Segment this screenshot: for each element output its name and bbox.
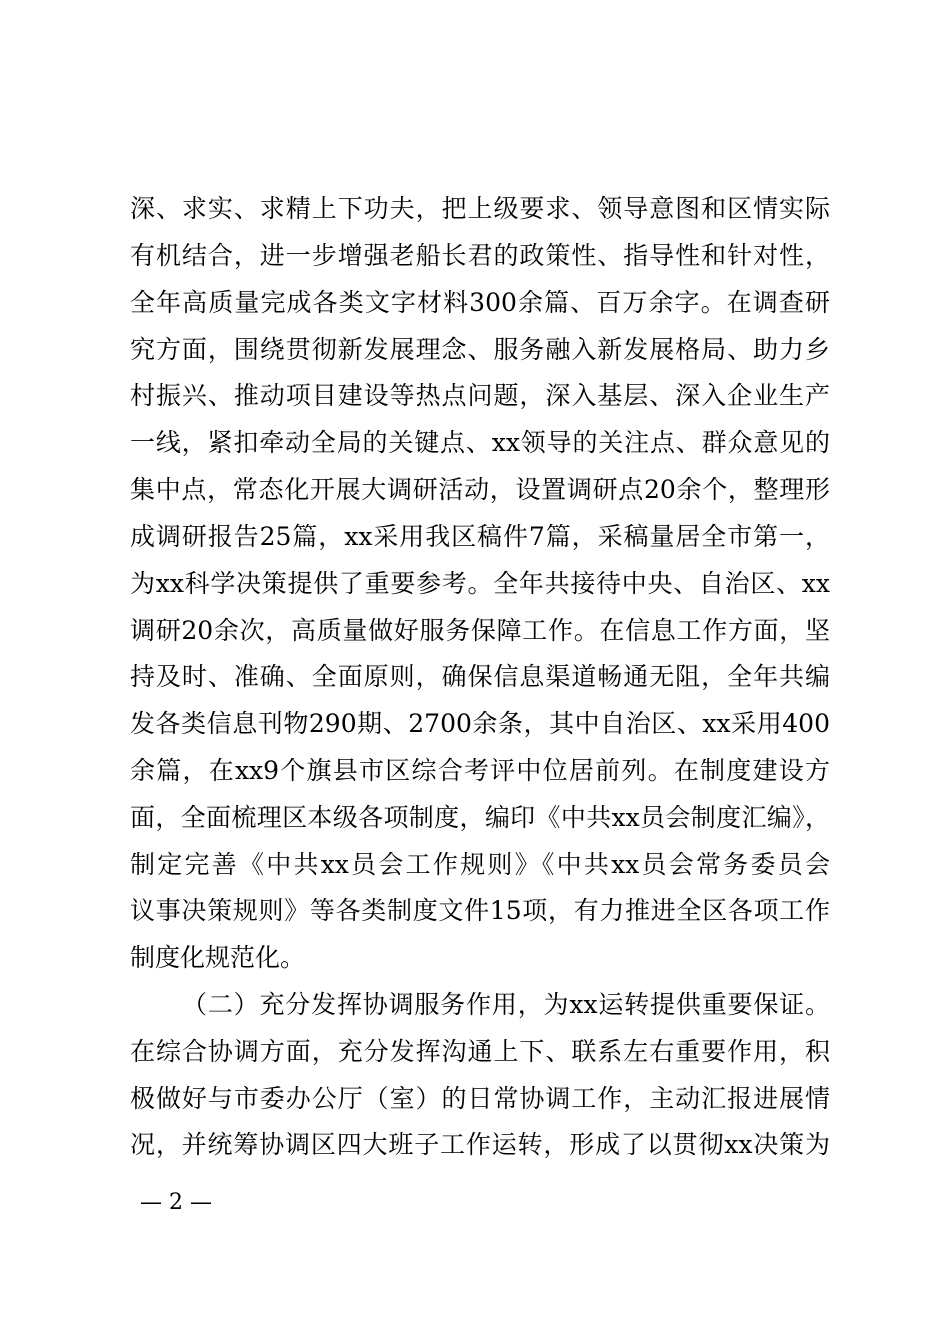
page-number: — 2 — xyxy=(140,1190,212,1215)
body-text-line: 为xx科学决策提供了重要参考。全年共接待中央、自治区、xx xyxy=(130,569,830,598)
body-text-line: 深、求实、求精上下功夫，把上级要求、领导意图和区情实际 xyxy=(130,194,830,223)
body-text-line: 制定完善《中共xx员会工作规则》《中共xx员会常务委员会 xyxy=(130,850,830,879)
body-text-line: 议事决策规则》等各类制度文件15项，有力推进全区各项工作 xyxy=(130,896,830,925)
body-text-line: 村振兴、推动项目建设等热点问题，深入基层、深入企业生产 xyxy=(130,381,830,410)
body-text-line: 集中点，常态化开展大调研活动，设置调研点20余个，整理形 xyxy=(130,475,830,504)
body-text-line: 持及时、准确、全面原则，确保信息渠道畅通无阻，全年共编 xyxy=(130,662,830,691)
body-text-line: 究方面，围绕贯彻新发展理念、服务融入新发展格局、助力乡 xyxy=(130,335,830,364)
body-text-line: 调研20余次，高质量做好服务保障工作。在信息工作方面，坚 xyxy=(130,616,830,645)
body-text-line: 一线，紧扣牵动全局的关键点、xx领导的关注点、群众意见的 xyxy=(130,428,830,457)
body-text-line: 制度化规范化。 xyxy=(130,943,306,972)
body-text-line: 发各类信息刊物290期、2700余条，其中自治区、xx采用400 xyxy=(130,709,830,738)
body-text-line: 全年高质量完成各类文字材料300余篇、百万余字。在调查研 xyxy=(130,288,830,317)
body-text-line: 极做好与市委办公厅（室）的日常协调工作，主动汇报进展情 xyxy=(130,1084,830,1113)
body-text-line: 在综合协调方面，充分发挥沟通上下、联系左右重要作用，积 xyxy=(130,1037,830,1066)
body-text-line: 成调研报告25篇，xx采用我区稿件7篇，采稿量居全市第一， xyxy=(130,522,830,551)
body-text-line: 况，并统筹协调区四大班子工作运转，形成了以贯彻xx决策为 xyxy=(130,1130,830,1159)
section-heading: （二）充分发挥协调服务作用，为xx运转提供重要保证。 xyxy=(182,990,830,1019)
body-text-line: 有机结合，进一步增强老船长君的政策性、指导性和针对性， xyxy=(130,241,830,270)
body-text-line: 余篇，在xx9个旗县市区综合考评中位居前列。在制度建设方 xyxy=(130,756,830,785)
body-text-line: 面，全面梳理区本级各项制度，编印《中共xx员会制度汇编》， xyxy=(130,803,830,832)
